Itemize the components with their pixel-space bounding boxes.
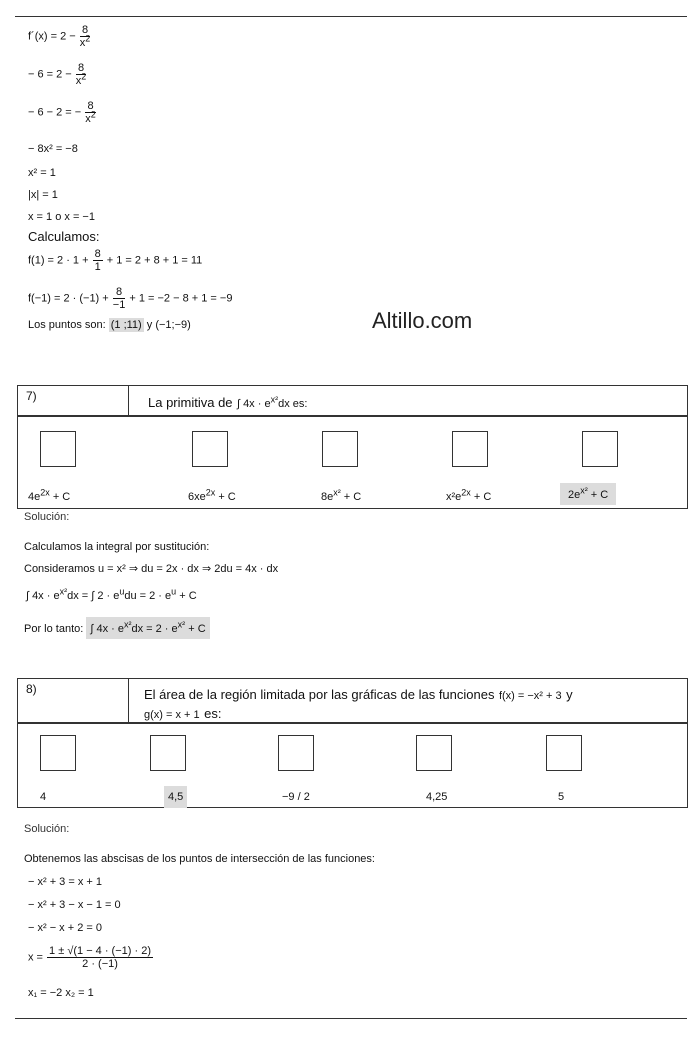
eq-step-6: |x| = 1 (28, 189, 58, 201)
puntos-line: Los puntos son: (1 ;11) y (−1;−9) (28, 319, 191, 331)
q7-option-3-label: $8e^{x^2} + C$ (321, 487, 362, 503)
eq-step-5: x² = 1 (28, 167, 56, 179)
q7-option-3-checkbox[interactable] (322, 431, 358, 467)
q7-option-2-checkbox[interactable] (192, 431, 228, 467)
q8-number: 8) (26, 682, 37, 696)
q8-sol-eq4: x = $\frac{1 \pm √(1 - 4 \cdot (-1) \cdot 2)}{2 \cdot (-1)}$ (28, 945, 151, 970)
q8-option-2-checkbox[interactable] (150, 735, 186, 771)
highlight-result: ∫ $4x \cdot e^{x^2}dx = 2 \cdot e^{x^2} + C$ (86, 617, 209, 639)
q7-option-4-label: $x^2e^{2x} + C$ (446, 487, 492, 503)
q8-prompt-line2: g(x) = x + 1 es: (144, 706, 222, 721)
q8-sol-eq1: − x² + 3 = x + 1 (28, 876, 102, 888)
q8-solucion: Solución: (24, 823, 70, 835)
q7-solucion: Solución: (24, 511, 70, 523)
q7-sol-line3: ∫ $4x \cdot e^{x^2}dx$ = ∫ $2 \cdot e^udu = 2 \cdot e^u + C$ (26, 586, 197, 602)
calculamos-heading: Calculamos: (28, 229, 100, 244)
q8-option-3-label: −9 / 2 (282, 791, 310, 803)
q8-option-1-checkbox[interactable] (40, 735, 76, 771)
q7-option-5-label: $2e^{x^2} + C$ (560, 483, 616, 505)
eq-fprime: f´(x) = 2 − $\frac{8}{x^2}$ (28, 24, 91, 49)
q8-sol-eq3: − x² − x + 2 = 0 (28, 922, 102, 934)
q8-option-1-label: 4 (40, 791, 47, 803)
bottom-rule (15, 1018, 687, 1019)
q7-sol-line2: Consideramos u = x² ⇒ du = 2x · dx ⇒ 2du = 4x · dx (24, 563, 279, 575)
top-rule (15, 16, 687, 17)
q8-options (17, 722, 688, 808)
q8-option-5-checkbox[interactable] (546, 735, 582, 771)
q8-sol-eq2: − x² + 3 − x − 1 = 0 (28, 899, 121, 911)
eq-step-2: − 6 = 2 − $\frac{8}{x^2}$ (28, 62, 87, 87)
q7-option-5-checkbox[interactable] (582, 431, 618, 467)
eq-fm1: f(−1) = 2 · (−1) + $\frac{8}{-1}$ + 1 = −2 − 8 + 1 = −9 (28, 286, 233, 311)
q8-prompt-line1: El área de la región limitada por las gráficas de las funciones f(x) = −x² + 3 y (144, 687, 573, 702)
highlight-punto1: (1 ;11) (110, 319, 142, 331)
q7-option-1-checkbox[interactable] (40, 431, 76, 467)
q7-number: 7) (26, 389, 37, 403)
eq-step-4: − 8x² = −8 (28, 143, 78, 155)
q8-option-4-label: 4,25 (426, 791, 448, 803)
watermark: Altillo.com (372, 308, 473, 333)
q7-option-2-label: $6xe^{2x} + C$ (188, 487, 236, 503)
eq-step-3: − 6 − 2 = − $\frac{8}{x^2}$ (28, 100, 96, 125)
q7-sol-line4: Por lo tanto: ∫ $4x \cdot e^{x^2}dx = 2 \cdot e^{x^2} + C$ (24, 624, 210, 635)
eq-step-7: x = 1 o x = −1 (28, 211, 95, 223)
q7-prompt: La primitiva de ∫ $4x \cdot e^{x^2}dx$ es: (148, 394, 308, 410)
eq-f1: f(1) = 2 · 1 + $\frac{8}{1}$ + 1 = 2 + 8 + 1 = 11 (28, 248, 203, 273)
q8-sol-eq5: x₁ = −2 x₂ = 1 (28, 987, 94, 999)
q7-options (17, 415, 688, 509)
q8-option-4-checkbox[interactable] (416, 735, 452, 771)
q7-option-1-label: $4e^{2x} + C$ (28, 487, 71, 503)
q8-option-2-label: 4,5 (164, 786, 187, 808)
q8-option-3-checkbox[interactable] (278, 735, 314, 771)
q7-header (17, 385, 688, 417)
q7-sol-line1: Calculamos la integral por sustitución: (24, 541, 210, 553)
q8-sol-line1: Obtenemos las abscisas de los puntos de intersección de las funciones: (24, 853, 375, 865)
q8-option-5-label: 5 (558, 791, 565, 803)
q8-header (17, 678, 688, 724)
q7-option-4-checkbox[interactable] (452, 431, 488, 467)
